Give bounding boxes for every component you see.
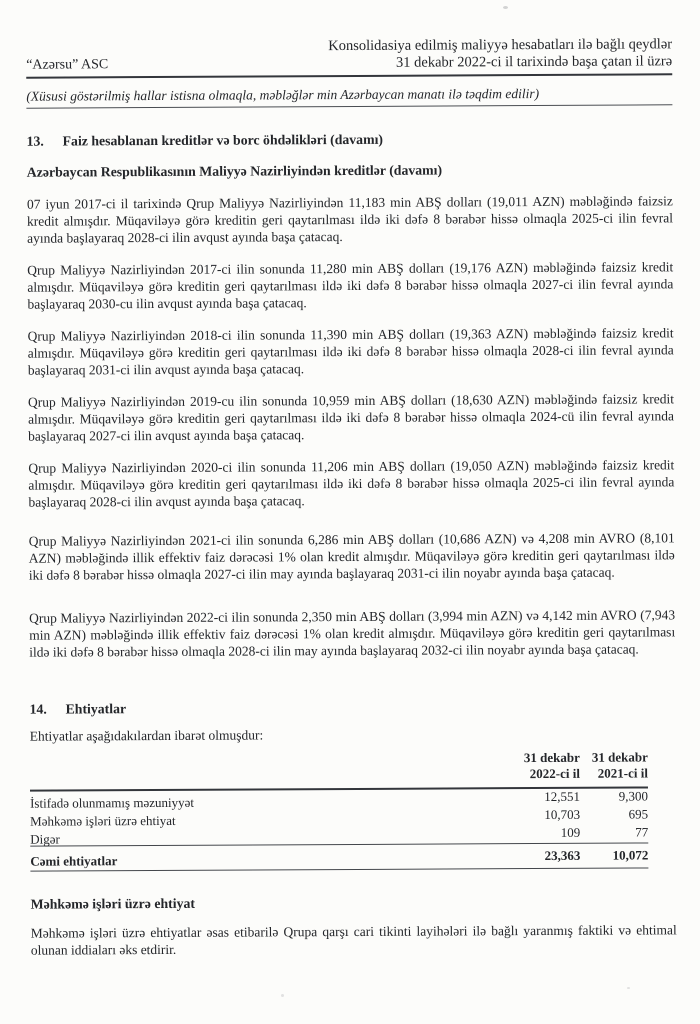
table-body xyxy=(30,788,648,846)
section-13-number: 13. xyxy=(26,133,44,149)
provisions-table xyxy=(30,749,677,871)
row-value-2021: 695 xyxy=(628,806,649,822)
section-14-title: Ehtiyatlar xyxy=(65,701,127,717)
total-value-2021: 10,072 xyxy=(612,847,649,863)
row-value-2021: 9,300 xyxy=(618,788,649,804)
row-value-2022: 109 xyxy=(560,824,581,840)
section-13-heading xyxy=(27,129,673,149)
company-name: “Azərsu” ASC xyxy=(26,57,109,73)
loan-paragraph-2017-june: 07 iyun 2017-ci il tarixində Qrup Maliyyə Nazirliyindən 11,183 min ABŞ dolları (19,011 AZN) məbləğində faizsiz kredit almışdır. Müqaviləyə görə kreditin geri qaytarılması ildə iki dəfə 8 bərabər hissə olmaqla 2025-ci ilin fevral ayında başlayaraq 2028-ci ilin avqust ayında başa çatacaq. xyxy=(26,193,674,246)
page-header xyxy=(26,36,672,78)
table-header-row xyxy=(30,749,648,791)
section-14-heading xyxy=(30,697,676,717)
section-14-number: 14. xyxy=(29,701,47,717)
loan-paragraph-2020: Qrup Maliyyə Nazirliyindən 2020-ci ilin sonunda 11,206 min ABŞ dolları (19,050 AZN) məbləğində faizsiz kredit almışdır. Müqaviləyə görə kreditin geri qaytarılması ildə iki dəfə 8 bərabər hissə olmaqla 2025-ci ilin fevral ayında başlayaraq 2028-ci ilin avqust ayında başa çatacaq. xyxy=(28,457,675,510)
column-header-2022: 31 dekabr 2022-ci il xyxy=(523,749,580,782)
currency-note: (Xüsusi göstərilmiş hallar istisna olmaqla, məbləğlər min Azərbaycan manatı ilə təqdim edilir) xyxy=(26,84,672,108)
report-title-line2: 31 dekabr 2022-ci il tarixində başa çatan il üzrə xyxy=(395,53,673,71)
section-13-title: Faiz hesablanan kreditlər və borc öhdəlikləri (davamı) xyxy=(62,131,384,149)
section-13-subtitle: Azərbaycan Respublikasının Maliyyə Nazirliyindən kreditlər (davamı) xyxy=(26,162,443,180)
table-total-row xyxy=(30,843,648,871)
loan-paragraph-2017: Qrup Maliyyə Nazirliyindən 2017-ci ilin sonunda 11,280 min ABŞ dolları (19,176 AZN) məbləğində faizsiz kredit almışdır. Müqaviləyə görə kreditin geri qaytarılması ildə iki dəfə 8 bərabər hissə olmaqla 2027-ci ilin fevral ayında başlayaraq 2030-cu ilin avqust ayında başa çatacaq. xyxy=(27,259,674,312)
loan-paragraph-2019: Qrup Maliyyə Nazirliyindən 2019-cu ilin sonunda 10,959 min ABŞ dolları (18,630 AZN) məbləğində faizsiz kredit almışdır. Müqaviləyə görə kreditin geri qaytarılması ildə iki dəfə 8 bərabər hissə olmaqla 2024-cü ilin fevral ayında başlayaraq 2027-ci ilin avqust ayında başa çatacaq. xyxy=(27,391,675,444)
column-header-2021: 31 dekabr 2021-ci il xyxy=(591,749,648,781)
row-value-2022: 12,551 xyxy=(544,788,581,804)
header-row xyxy=(26,53,672,78)
loan-paragraph-2022: Qrup Maliyyə Nazirliyindən 2022-ci ilin sonunda 2,350 min ABŞ dolları (3,994 min AZN) və 4,142 min AVRO (7,943 min AZN) məbləğində illik effektiv faiz dərəcəsi 1% olan kredit almışdır. Müqaviləyə görə kreditin geri qaytarılması ildə iki dəfə 8 bərabər hissə olmaqla 2028-ci ilin may ayında başlayaraq 2032-ci ilin noyabr ayında başa çatacaq. xyxy=(29,607,676,660)
provisions-intro: Ehtiyatlar aşağıdakılardan ibarət olmuşdur: xyxy=(29,727,264,744)
report-title-line1: Konsolidasiya edilmiş maliyyə hesabatları ilə bağlı qeydlər xyxy=(328,36,673,55)
court-provision-subheading: Məhkəmə işləri üzrə ehtiyat xyxy=(30,895,195,912)
row-label: Məhkəmə işləri üzrə ehtiyat xyxy=(30,812,176,829)
row-value-2021: 77 xyxy=(635,824,649,840)
loan-paragraph-2018: Qrup Maliyyə Nazirliyindən 2018-ci ilin sonunda 11,390 min ABŞ dolları (19,363 AZN) məbləğində faizsiz kredit almışdır. Müqaviləyə görə kreditin geri qaytarılması ildə iki dəfə 8 bərabər hissə olmaqla 2028-ci ilin fevral ayında başlayaraq 2031-ci ilin avqust ayında başa çatacaq. xyxy=(27,325,674,378)
court-provision-paragraph: Məhkəmə işləri üzrə ehtiyatlar əsas etibarilə Qrupa qarşı cari tikinti layihələri ilə bağlı yaranmış faktiki və ehtimal olunan iddiaları əks etdirir. xyxy=(30,922,677,958)
row-label: İstifadə olunmamış məzuniyyət xyxy=(30,794,194,811)
total-value-2022: 23,363 xyxy=(544,847,581,863)
row-value-2022: 10,703 xyxy=(544,806,581,822)
loan-paragraph-2021: Qrup Maliyyə Nazirliyindən 2021-ci ilin sonunda 6,286 min ABŞ dolları (10,686 AZN) və 4,208 min AVRO (8,101 AZN) məbləğində illik effektiv faiz dərəcəsi 1% olan kredit almışdır. Müqaviləyə görə kreditin geri qaytarılması ildə iki dəfə 8 bərabər hissə olmaqla 2027-ci ilin may ayında başlayaraq 2031-ci ilin noyabr ayında başa çatacaq. xyxy=(28,530,675,583)
row-label: Digər xyxy=(30,831,60,847)
total-label: Cəmi ehtiyatlar xyxy=(30,853,118,869)
